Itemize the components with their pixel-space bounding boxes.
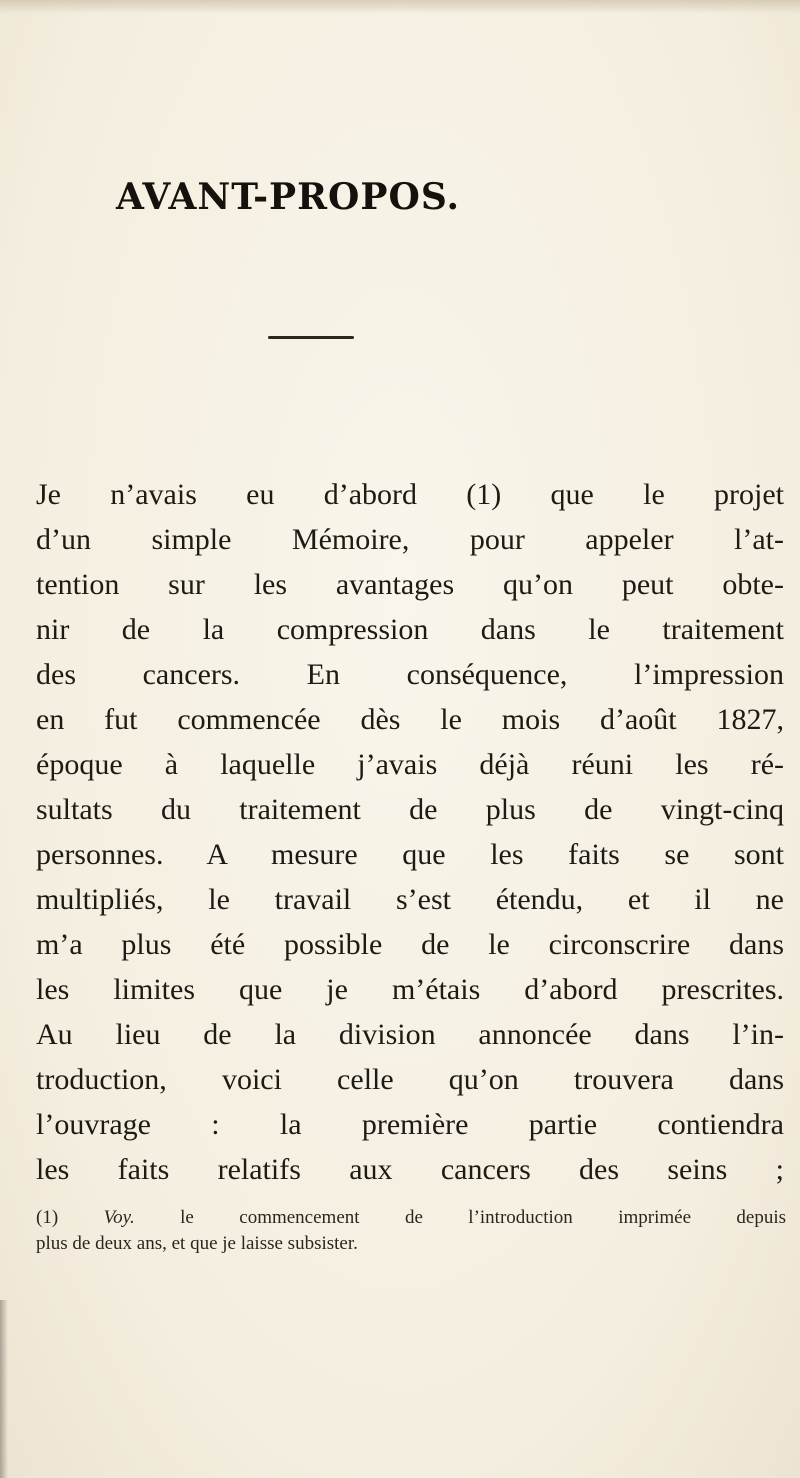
page-title: AVANT-PROPOS.	[116, 176, 461, 218]
body-text	[36, 472, 784, 1192]
text-line: époque à laquelle j’avais déjà réuni les ré-	[36, 748, 784, 781]
text-line: les faits relatifs aux cancers des seins ;	[36, 1153, 784, 1186]
footnote-line-2: plus de deux ans, et que je laisse subsister.	[36, 1233, 358, 1254]
footnote-line-1	[36, 1205, 786, 1231]
text-line: les limites que je m’étais d’abord prescrites.	[36, 973, 784, 1006]
footnote-ref: Voy.	[103, 1207, 135, 1228]
page-binding-shadow	[0, 1300, 8, 1478]
text-line: l’ouvrage : la première partie contiendra	[36, 1108, 784, 1141]
text-line: Je n’avais eu d’abord (1) que le projet	[36, 478, 784, 511]
text-line: en fut commencée dès le mois d’août 1827,	[36, 703, 784, 736]
text-line: nir de la compression dans le traitement	[36, 613, 784, 646]
text-line: d’un simple Mémoire, pour appeler l’at-	[36, 523, 784, 556]
footnote-marker: (1)	[36, 1207, 59, 1228]
text-line: troduction, voici celle qu’on trouvera dans	[36, 1063, 784, 1096]
text-line: Au lieu de la division annoncée dans l’in-	[36, 1018, 784, 1051]
footnote	[36, 1205, 786, 1257]
text-line: multipliés, le travail s’est étendu, et il ne	[36, 883, 784, 916]
text-line: des cancers. En conséquence, l’impression	[36, 658, 784, 691]
text-line: m’a plus été possible de le circonscrire dans	[36, 928, 784, 961]
page-edge-stain	[0, 0, 800, 14]
text-line: sultats du traitement de plus de vingt-cinq	[36, 793, 784, 826]
title-rule	[268, 336, 354, 339]
text-line: tention sur les avantages qu’on peut obte-	[36, 568, 784, 601]
footnote-text-1: le commencement de l’introduction imprimée depuis	[180, 1207, 787, 1228]
text-line: personnes. A mesure que les faits se sont	[36, 838, 784, 871]
